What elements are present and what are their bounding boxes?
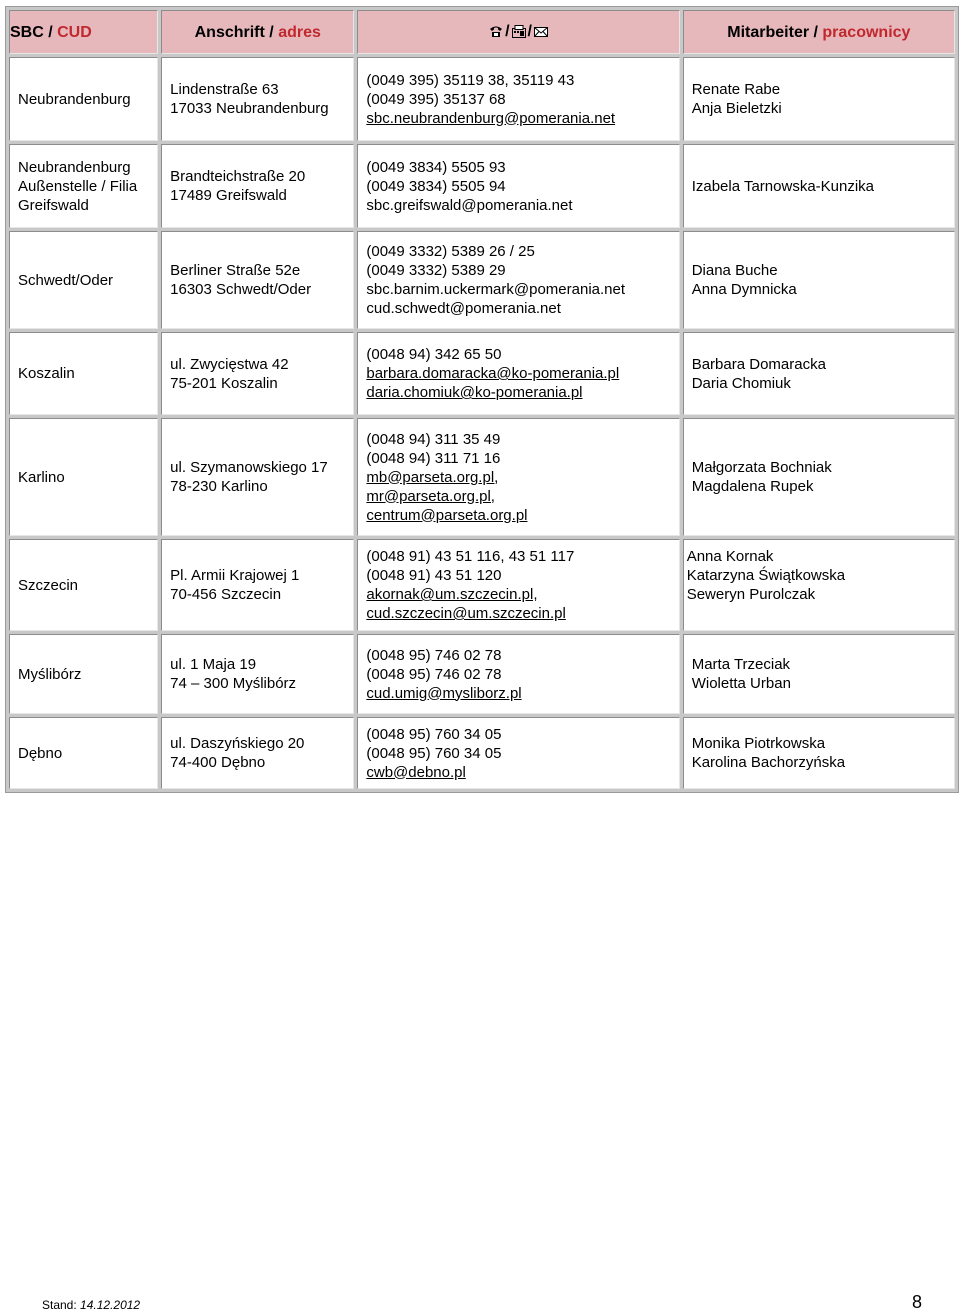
- staff-cell: [683, 231, 955, 329]
- address-cell: [161, 634, 354, 714]
- staff-name: Katarzyna Świątkowska: [686, 567, 846, 584]
- address-city: 16303 Schwedt/Oder: [170, 281, 312, 298]
- email-text[interactable]: sbc.greifswald@pomerania.net: [366, 196, 573, 214]
- contact-cell: [357, 717, 679, 789]
- staff-cell: [683, 332, 955, 415]
- staff-name: Monika Piotrkowska: [691, 735, 826, 752]
- header-row: [9, 10, 955, 54]
- office-name-cell: [9, 144, 158, 228]
- table-row: [9, 539, 955, 631]
- staff-name: Seweryn Purolczak: [686, 586, 816, 603]
- email-text[interactable]: cud.schwedt@pomerania.net: [366, 300, 561, 317]
- email-link[interactable]: mb@parseta.org.pl,: [366, 468, 499, 486]
- fax-number: (0049 3332) 5389 29: [366, 262, 506, 279]
- staff-name: Anna Kornak: [686, 548, 774, 565]
- email-text[interactable]: sbc.barnim.uckermark@pomerania.net: [366, 281, 626, 298]
- office-name-cell: [9, 57, 158, 141]
- staff-name: Izabela Tarnowska-Kunzika: [691, 177, 875, 195]
- fax-number: (0048 94) 311 71 16: [366, 449, 501, 467]
- header-mitarbeiter-label: Mitarbeiter: [727, 23, 810, 41]
- contact-cell: [357, 57, 679, 141]
- address-street: Berliner Straße 52e: [170, 262, 301, 279]
- staff-name: Renate Rabe: [691, 81, 781, 98]
- email-link[interactable]: daria.chomiuk@ko-pomerania.pl: [366, 384, 583, 401]
- staff-cell: [683, 57, 955, 141]
- staff-cell: [683, 634, 955, 714]
- phone-number: (0048 95) 760 34 05: [366, 725, 502, 743]
- address-city: 74-400 Dębno: [170, 754, 266, 771]
- header-address: [161, 10, 354, 54]
- fax-number: (0048 91) 43 51 120: [366, 567, 502, 584]
- fax-number: (0049 3834) 5505 94: [366, 177, 506, 195]
- header-separator: /: [264, 23, 279, 41]
- staff-name: Marta Trzeciak: [691, 656, 791, 673]
- stand-label: Stand:: [42, 1298, 77, 1312]
- address-cell: [161, 539, 354, 631]
- address-street: Pl. Armii Krajowej 1: [170, 567, 300, 584]
- address-city: 78-230 Karlino: [170, 478, 268, 495]
- header-contact: / /: [357, 10, 679, 54]
- office-name-cell: [9, 717, 158, 789]
- header-separator: /: [809, 23, 823, 41]
- email-link[interactable]: sbc.neubrandenburg@pomerania.net: [366, 109, 616, 127]
- address-street: Brandteichstraße 20: [170, 168, 306, 185]
- address-cell: [161, 418, 354, 536]
- address-street: ul. Zwycięstwa 42: [170, 355, 289, 373]
- staff-name: Daria Chomiuk: [691, 374, 791, 392]
- contact-cell: [357, 332, 679, 415]
- header-staff: [683, 10, 955, 54]
- staff-cell: [683, 418, 955, 536]
- fax-number: (0048 95) 746 02 78: [366, 665, 502, 683]
- staff-name: Magdalena Rupek: [691, 478, 814, 495]
- contact-cell: [357, 418, 679, 536]
- staff-cell: [683, 539, 955, 631]
- phone-number: (0049 395) 35119 38, 35119 43: [366, 71, 575, 89]
- footer-stand-date: [42, 1298, 140, 1312]
- address-city: 75-201 Koszalin: [170, 374, 278, 392]
- office-name: Karlino: [18, 468, 65, 486]
- email-link[interactable]: cud.umig@mysliborz.pl: [366, 684, 522, 702]
- phone-number: (0048 94) 311 35 49: [366, 430, 501, 448]
- phone-number: (0048 95) 746 02 78: [366, 646, 502, 664]
- staff-cell: [683, 144, 955, 228]
- table-row: [9, 418, 955, 536]
- address-street: ul. 1 Maja 19: [170, 656, 257, 673]
- table-row: [9, 332, 955, 415]
- email-link[interactable]: barbara.domaracka@ko-pomerania.pl: [366, 365, 620, 382]
- phone-number: (0048 94) 342 65 50: [366, 346, 502, 363]
- table-row: [9, 717, 955, 789]
- office-name-cell: [9, 231, 158, 329]
- office-name: Szczecin: [18, 576, 79, 594]
- mail-icon: [534, 25, 548, 38]
- office-name: Myślibórz: [18, 665, 82, 683]
- fax-number: (0049 395) 35137 68: [366, 90, 506, 108]
- contact-cell: [357, 144, 679, 228]
- contact-cell: [357, 634, 679, 714]
- phone-number: (0049 3834) 5505 93: [366, 158, 506, 176]
- table-row: [9, 57, 955, 141]
- email-link[interactable]: cud.szczecin@um.szczecin.pl: [366, 605, 566, 622]
- email-link[interactable]: akornak@um.szczecin.pl,: [366, 586, 538, 603]
- stand-date: 14.12.2012: [80, 1298, 141, 1312]
- contact-cell: [357, 539, 679, 631]
- address-city: 74 – 300 Myślibórz: [170, 675, 297, 692]
- header-cud-label: CUD: [57, 23, 92, 41]
- header-sbc-cud: [9, 10, 158, 54]
- header-sbc-label: SBC: [10, 23, 44, 41]
- phone-number: (0049 3332) 5389 26 / 25: [366, 243, 535, 260]
- staff-name: Diana Buche: [691, 262, 778, 279]
- phone-icon: [489, 25, 503, 38]
- address-city: 17033 Neubrandenburg: [170, 100, 329, 117]
- fax-number: (0048 95) 760 34 05: [366, 744, 502, 762]
- page-number: 8: [912, 1292, 923, 1312]
- address-street: ul. Szymanowskiego 17: [170, 459, 328, 476]
- contact-cell: [357, 231, 679, 329]
- staff-name: Anna Dymnicka: [691, 281, 797, 298]
- contacts-table: [5, 6, 959, 793]
- header-adres-label: adres: [278, 23, 321, 41]
- email-link[interactable]: cwb@debno.pl: [366, 763, 466, 781]
- office-name: Koszalin: [18, 365, 75, 382]
- header-anschrift-label: Anschrift: [194, 23, 265, 41]
- email-link[interactable]: mr@parseta.org.pl,: [366, 487, 495, 505]
- staff-name: Anja Bieletzki: [691, 100, 782, 117]
- office-name: Neubrandenburg: [18, 90, 131, 108]
- email-link[interactable]: centrum@parseta.org.pl: [366, 506, 528, 524]
- address-city: 70-456 Szczecin: [170, 586, 282, 603]
- table-row: [9, 144, 955, 228]
- address-street: Lindenstraße 63: [170, 81, 279, 98]
- fax-icon: [512, 25, 526, 38]
- address-cell: [161, 57, 354, 141]
- phone-number: (0048 91) 43 51 116, 43 51 117: [366, 548, 575, 565]
- table-row: [9, 231, 955, 329]
- staff-cell: [683, 717, 955, 789]
- office-name: Dębno: [18, 744, 63, 762]
- office-name-cell: [9, 539, 158, 631]
- staff-name: Karolina Bachorzyńska: [691, 754, 846, 771]
- address-city: 17489 Greifswald: [170, 187, 287, 204]
- office-name-cell: [9, 634, 158, 714]
- staff-name: Małgorzata Bochniak: [691, 459, 832, 476]
- office-name: Außenstelle / Filia: [18, 177, 138, 195]
- office-name: Schwedt/Oder: [18, 271, 114, 289]
- office-name: Neubrandenburg: [18, 158, 131, 176]
- address-cell: [161, 231, 354, 329]
- header-separator: /: [43, 23, 58, 41]
- address-cell: [161, 717, 354, 789]
- staff-name: Wioletta Urban: [691, 675, 791, 692]
- staff-name: Barbara Domaracka: [691, 355, 826, 373]
- office-name-cell: [9, 332, 158, 415]
- address-cell: [161, 332, 354, 415]
- office-name-cell: [9, 418, 158, 536]
- address-cell: [161, 144, 354, 228]
- office-name: Greifswald: [18, 196, 89, 214]
- table-row: [9, 634, 955, 714]
- header-pracownicy-label: pracownicy: [822, 23, 911, 41]
- address-street: ul. Daszyńskiego 20: [170, 735, 305, 752]
